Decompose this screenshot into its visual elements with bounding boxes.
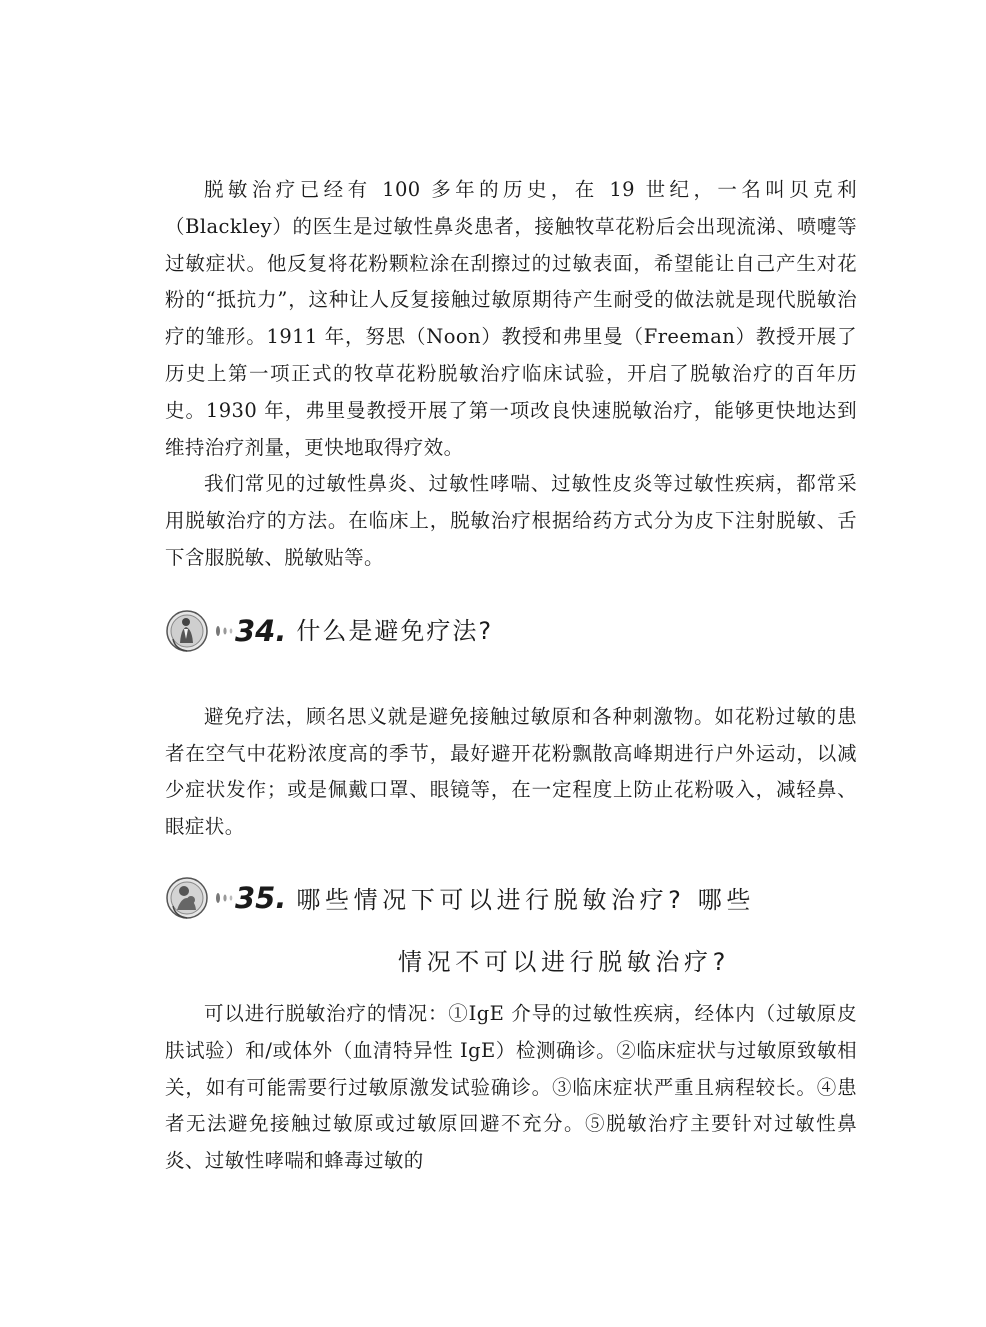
intro-paragraph-1: 脱敏治疗已经有 100 多年的历史，在 19 世纪，一名叫贝克利（Blackley）的医生是过敏性鼻炎患者，接触牧草花粉后会出现流涕、喷嚏等过敏症状。他反复将花粉颗粒涂在刮擦过的过敏表面，希望能让自己产生对花粉的“抵抗力”，这种让人反复接触过敏原期待产生耐受的做法就是现代脱敏治疗的雏形。1911 年，努思（Noon）教授和弗里曼（Freeman）教授开展了历史上第一项正式的牧草花粉脱敏治疗临床试验，开启了脱敏治疗的百年历史。1930 年，弗里曼教授开展了第一项改良快速脱敏治疗，能够更快地达到维持治疗剂量，更快地取得疗效。 xyxy=(165,178,857,459)
question-34-paragraph: 避免疗法，顾名思义就是避免接触过敏原和各种刺激物。如花粉过敏的患者在空气中花粉浓度高的季节，最好避开花粉飘散高峰期进行户外运动，以减少症状发作；或是佩戴口罩、眼镜等，在一定程度上防止花粉吸入，减轻鼻、眼症状。 xyxy=(165,704,857,839)
question-34-heading xyxy=(165,609,857,665)
doctor-badge-icon xyxy=(165,876,209,920)
question-35-heading xyxy=(165,876,857,984)
question-35-paragraph: 可以进行脱敏治疗的情况：①IgE 介导的过敏性疾病，经体内（过敏原皮肤试验）和/或体外（血清特异性 IgE）检测确诊。②临床症状与过敏原致敏相关，如有可能需要行过敏原激发试验确诊。③临床症状严重且病程较长。④患者无法避免接触过敏原或过敏原回避不充分。⑤脱敏治疗主要针对过敏性鼻炎、过敏性哮喘和蜂毒过敏的 xyxy=(165,1001,857,1173)
decorative-dots-icon xyxy=(213,609,235,653)
question-34-number: 34. xyxy=(235,613,287,648)
question-34-title: 什么是避免疗法? xyxy=(296,616,494,645)
question-35-title-line-2: 情况不可以进行脱敏治疗? xyxy=(398,947,730,976)
question-35-title-block xyxy=(235,876,857,984)
question-35-title-line-1: 哪些情况下可以进行脱敏治疗? 哪些 xyxy=(296,885,755,914)
intro-paragraph-2: 我们常见的过敏性鼻炎、过敏性哮喘、过敏性皮炎等过敏性疾病，都常采用脱敏治疗的方法。在临床上，脱敏治疗根据给药方式分为皮下注射脱敏、舌下含服脱敏、脱敏贴等。 xyxy=(165,472,857,569)
page-body xyxy=(165,172,857,1180)
doctor-badge-icon xyxy=(165,609,209,653)
question-35-number: 35. xyxy=(235,880,287,915)
decorative-dots-icon xyxy=(213,876,235,920)
